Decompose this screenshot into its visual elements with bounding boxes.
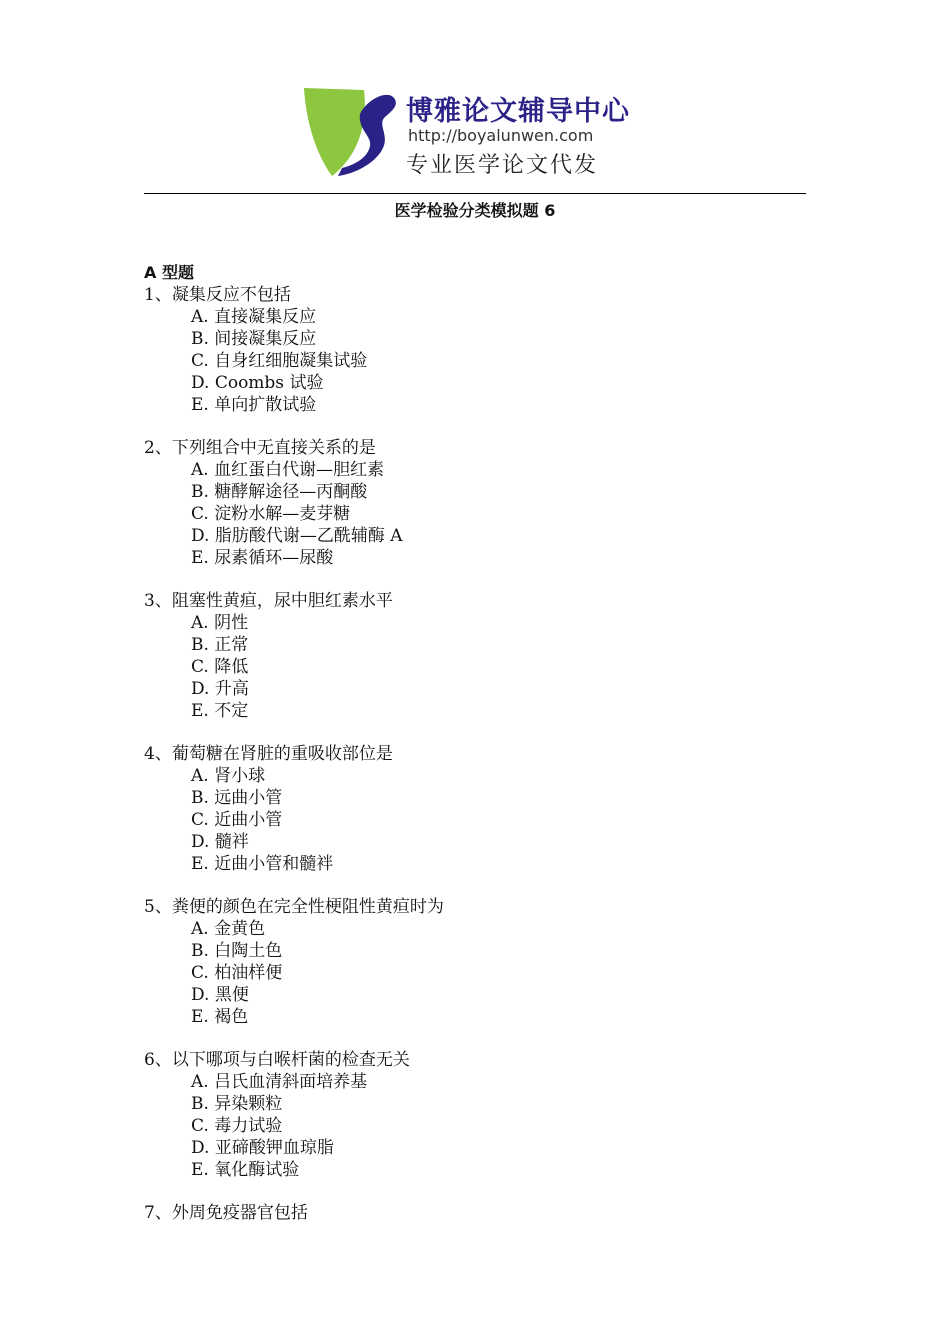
answer-option: D. 脂肪酸代谢—乙酰辅酶 A <box>191 526 403 546</box>
question-3 <box>144 590 824 722</box>
answer-option: C. 自身红细胞凝集试验 <box>191 351 368 371</box>
answer-option: B. 正常 <box>191 635 249 655</box>
answer-option: B. 白陶土色 <box>191 941 283 961</box>
leaf-logo-icon <box>302 84 402 180</box>
answer-option: A. 金黄色 <box>191 919 266 939</box>
answer-option: E. 尿素循环—尿酸 <box>191 548 334 568</box>
answer-option: E. 单向扩散试验 <box>191 395 317 415</box>
answer-option: A. 吕氏血清斜面培养基 <box>191 1072 368 1092</box>
answer-option: C. 柏油样便 <box>191 963 283 983</box>
answer-option: B. 间接凝集反应 <box>191 329 317 349</box>
question-2 <box>144 437 824 569</box>
brand-name: 博雅论文辅导中心 <box>406 96 630 127</box>
answer-option: A. 直接凝集反应 <box>191 307 317 327</box>
answer-option: A. 血红蛋白代谢—胆红素 <box>191 460 385 480</box>
answer-option: A. 阴性 <box>191 613 249 633</box>
answer-option: D. 亚碲酸钾血琼脂 <box>191 1138 334 1158</box>
logo <box>302 84 647 180</box>
answer-option: C. 近曲小管 <box>191 810 283 830</box>
question-text: 5、粪便的颜色在完全性梗阻性黄疸时为 <box>144 897 444 917</box>
answer-option: B. 异染颗粒 <box>191 1094 283 1114</box>
question-text: 2、下列组合中无直接关系的是 <box>144 438 376 458</box>
answer-option: D. 髓袢 <box>191 832 249 852</box>
question-text: 4、葡萄糖在肾脏的重吸收部位是 <box>144 744 393 764</box>
question-text: 3、阻塞性黄疸，尿中胆红素水平 <box>144 591 393 611</box>
answer-option: D. 升高 <box>191 679 249 699</box>
question-text: 7、外周免疫器官包括 <box>144 1203 308 1223</box>
answer-option: E. 褐色 <box>191 1007 249 1027</box>
question-text: 6、以下哪项与白喉杆菌的检查无关 <box>144 1050 410 1070</box>
question-7 <box>144 1202 824 1224</box>
question-4 <box>144 743 824 875</box>
brand-slogan: 专业医学论文代发 <box>406 153 599 178</box>
answer-option: B. 远曲小管 <box>191 788 283 808</box>
question-list <box>144 262 824 1245</box>
answer-option: C. 淀粉水解—麦芽糖 <box>191 504 351 524</box>
question-5 <box>144 896 824 1028</box>
answer-option: D. 黑便 <box>191 985 249 1005</box>
answer-option: D. Coombs 试验 <box>191 373 324 393</box>
answer-option: C. 毒力试验 <box>191 1116 283 1136</box>
answer-option: C. 降低 <box>191 657 249 677</box>
answer-option: E. 不定 <box>191 701 249 721</box>
question-1 <box>144 284 824 416</box>
brand-url: http://boyalunwen.com <box>408 126 594 145</box>
question-text: 1、凝集反应不包括 <box>144 285 291 305</box>
answer-option: E. 近曲小管和髓袢 <box>191 854 334 874</box>
answer-option: E. 氧化酶试验 <box>191 1160 300 1180</box>
section-heading: A 型题 <box>144 263 194 282</box>
question-6 <box>144 1049 824 1181</box>
answer-option: A. 肾小球 <box>191 766 266 786</box>
document-title: 医学检验分类模拟题 6 <box>394 201 556 220</box>
answer-option: B. 糖酵解途径—丙酮酸 <box>191 482 368 502</box>
header-divider <box>144 193 806 194</box>
